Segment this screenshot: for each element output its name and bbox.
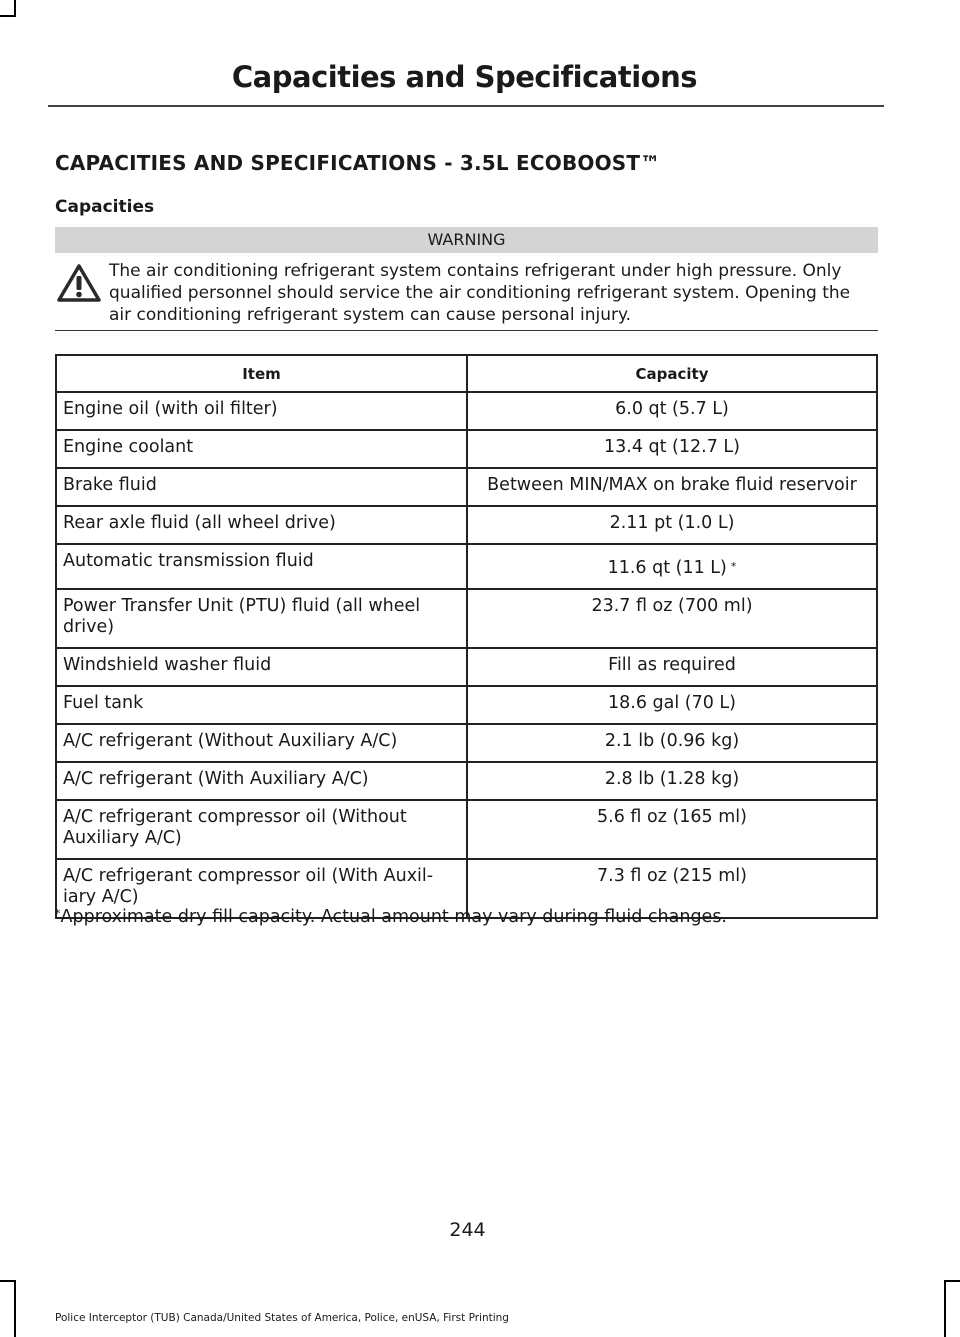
capacity-cell: 13.4 qt (12.7 L) xyxy=(467,430,877,468)
table-row xyxy=(56,724,877,762)
item-cell: A/C refrigerant (With Auxiliary A/C) xyxy=(56,762,467,800)
page-footer: Police Interceptor (TUB) Canada/United States of America, Police, enUSA, First Printing xyxy=(55,1312,509,1324)
item-cell: Automatic transmission fluid xyxy=(56,544,467,589)
capacity-cell: 6.0 qt (5.7 L) xyxy=(467,392,877,430)
footnote xyxy=(55,907,727,927)
section-title: CAPACITIES AND SPECIFICATIONS - 3.5L ECOBOOST™ xyxy=(55,151,661,175)
item-cell: Brake fluid xyxy=(56,468,467,506)
item-cell: Engine oil (with oil filter) xyxy=(56,392,467,430)
warning-banner xyxy=(55,227,878,253)
page-header-title: Capacities and Specifications xyxy=(231,60,697,94)
subheading: Capacities xyxy=(55,197,155,217)
table-row xyxy=(56,648,877,686)
item-cell: A/C refrigerant (Without Auxiliary A/C) xyxy=(56,724,467,762)
footnote-text: Approximate dry fill capacity. Actual amount may vary during fluid changes. xyxy=(60,907,727,927)
capacity-cell: 18.6 gal (70 L) xyxy=(467,686,877,724)
column-header-item: Item xyxy=(56,355,467,392)
crop-mark xyxy=(944,1280,960,1282)
table-row xyxy=(56,392,877,430)
item-cell: A/C refrigerant compressor oil (With Auxil-iary A/C) xyxy=(56,859,467,918)
crop-mark xyxy=(944,1280,946,1337)
table-row xyxy=(56,544,877,589)
table-row xyxy=(56,589,877,648)
capacity-cell: 2.8 lb (1.28 kg) xyxy=(467,762,877,800)
footnote-marker: * xyxy=(55,907,61,920)
crop-mark xyxy=(0,15,16,17)
crop-mark xyxy=(0,1280,16,1282)
crop-mark xyxy=(14,1280,16,1337)
warning-text: The air conditioning refrigerant system contains refrigerant under high pressure. Only qualified personnel should service the air conditioning refrigerant system. Opening the air conditioning refrigerant system can cause personal injury. xyxy=(109,261,851,325)
item-cell: Engine coolant xyxy=(56,430,467,468)
capacity-value: 11.6 qt (11 L) xyxy=(607,558,727,578)
capacity-cell: Between MIN/MAX on brake fluid reservoir xyxy=(467,468,877,506)
capacity-cell: 7.3 fl oz (215 ml) xyxy=(467,859,877,918)
table-row xyxy=(56,800,877,859)
capacity-cell: 2.11 pt (1.0 L) xyxy=(467,506,877,544)
capacities-table xyxy=(55,354,878,919)
table-row xyxy=(56,430,877,468)
item-cell: Fuel tank xyxy=(56,686,467,724)
warning-divider xyxy=(55,330,878,331)
table-row xyxy=(56,762,877,800)
table-row xyxy=(56,506,877,544)
capacity-cell: 5.6 fl oz (165 ml) xyxy=(467,800,877,859)
item-cell: Windshield washer fluid xyxy=(56,648,467,686)
item-cell: A/C refrigerant compressor oil (Without Auxiliary A/C) xyxy=(56,800,467,859)
header-divider xyxy=(48,105,884,107)
table-row xyxy=(56,468,877,506)
table-header-row xyxy=(56,355,877,392)
capacity-cell: 23.7 fl oz (700 ml) xyxy=(467,589,877,648)
capacity-cell: 2.1 lb (0.96 kg) xyxy=(467,724,877,762)
warning-triangle-icon xyxy=(56,262,102,304)
item-cell: Rear axle fluid (all wheel drive) xyxy=(56,506,467,544)
warning-label: WARNING xyxy=(427,230,506,249)
item-cell: Power Transfer Unit (PTU) fluid (all wheel drive) xyxy=(56,589,467,648)
capacity-cell: Fill as required xyxy=(467,648,877,686)
table-row xyxy=(56,686,877,724)
page-number: 244 xyxy=(449,1219,486,1241)
crop-mark xyxy=(14,0,16,16)
footnote-marker: * xyxy=(730,560,737,573)
capacity-cell xyxy=(467,544,877,589)
column-header-capacity: Capacity xyxy=(467,355,877,392)
